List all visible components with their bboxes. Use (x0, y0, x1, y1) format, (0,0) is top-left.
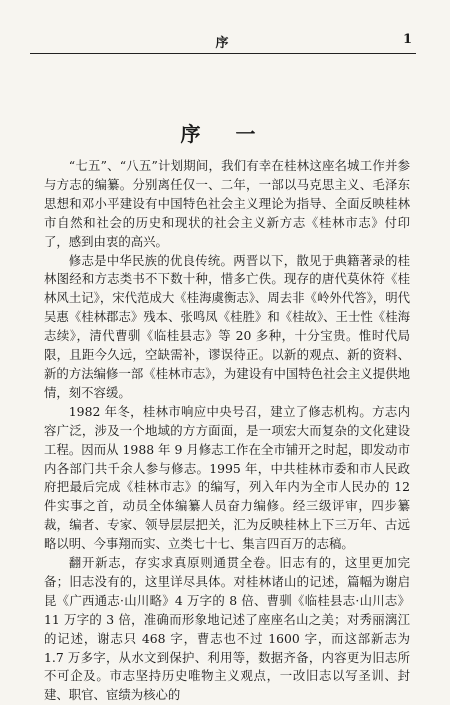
chapter-title: 序 一 (180, 122, 270, 146)
paragraph-2: 修志是中华民族的优良传统。两晋以下，散见于典籍著录的桂林图经和方志类书不下数十种，惜多亡佚。现存的唐代莫休符《桂林风土记》，宋代范成大《桂海虞衡志》、周去非《岭外代答》，明代吴惠《桂林郡志》残本、张鸣凤《桂胜》和《桂故》、王士性《桂海志续》，清代曹驯《临桂县志》等 20 多种，十分宝贵。惟时代局限，且距今久远，空缺需补，谬误待正。以新的观点、新的资料、新的方法编修一部《桂林市志》，为建设有中国特色社会主义提供地情，刻不容缓。 (44, 252, 410, 400)
page-header (30, 32, 416, 54)
header-rule (30, 53, 416, 54)
page-number: 1 (402, 32, 412, 47)
running-title: 序 (215, 36, 231, 51)
paragraph-3: 1982 年冬，桂林市响应中央号召，建立了修志机构。方志内容广泛，涉及一个地域的方方面面，是一项宏大而复杂的文化建设工程。因而从 1988 年 9 月修志工作在全市铺开之时起，即发动市内各部门共千余人参与修志。1995 年，中共桂林市委和市人民政府把最后完成《桂林市志》的编写，列入年内为全市人民办的 12 件实事之首，动员全体编纂人员奋力编修。经三级评审，四步纂裁，编者、专家、领导层层把关，汇为反映桂林上下三万年、古远略以明、今事翔而实、立类七十七、集言四百万的志稿。 (44, 403, 410, 552)
paragraph-1: “七五”、“八五”计划期间，我们有幸在桂林这座名城工作并参与方志的编纂。分别离任仅一、二年，一部以马克思主义、毛泽东思想和邓小平建设有中国特色社会主义理论为指导、全面反映桂林市自然和社会的历史和现状的社会主义新方志《桂林市志》付印了，感到由衷的高兴。 (44, 158, 410, 249)
body-text (44, 157, 410, 705)
paragraph-4: 翻开新志，存实求真原则通贯全卷。旧志有的，这里更加完备；旧志没有的，这里详尽具体。对桂林诸山的记述，篇幅为谢启昆《广西通志·山川略》4 万字的 8 倍、曹驯《临桂县志·山川志》11 万字的 3 倍，准确而形象地记述了座座名山之美；对秀丽漓江的记述，谢志只 468 字，曹志也不过 1600 字，而这部新志为 1.7 万多字，从水文到保护、利用等，数据齐备，内容更为旧志所不可企及。市志坚持历史唯物主义观点，一改旧志以写圣训、封建、职官、宦绩为核心的 (44, 555, 410, 703)
